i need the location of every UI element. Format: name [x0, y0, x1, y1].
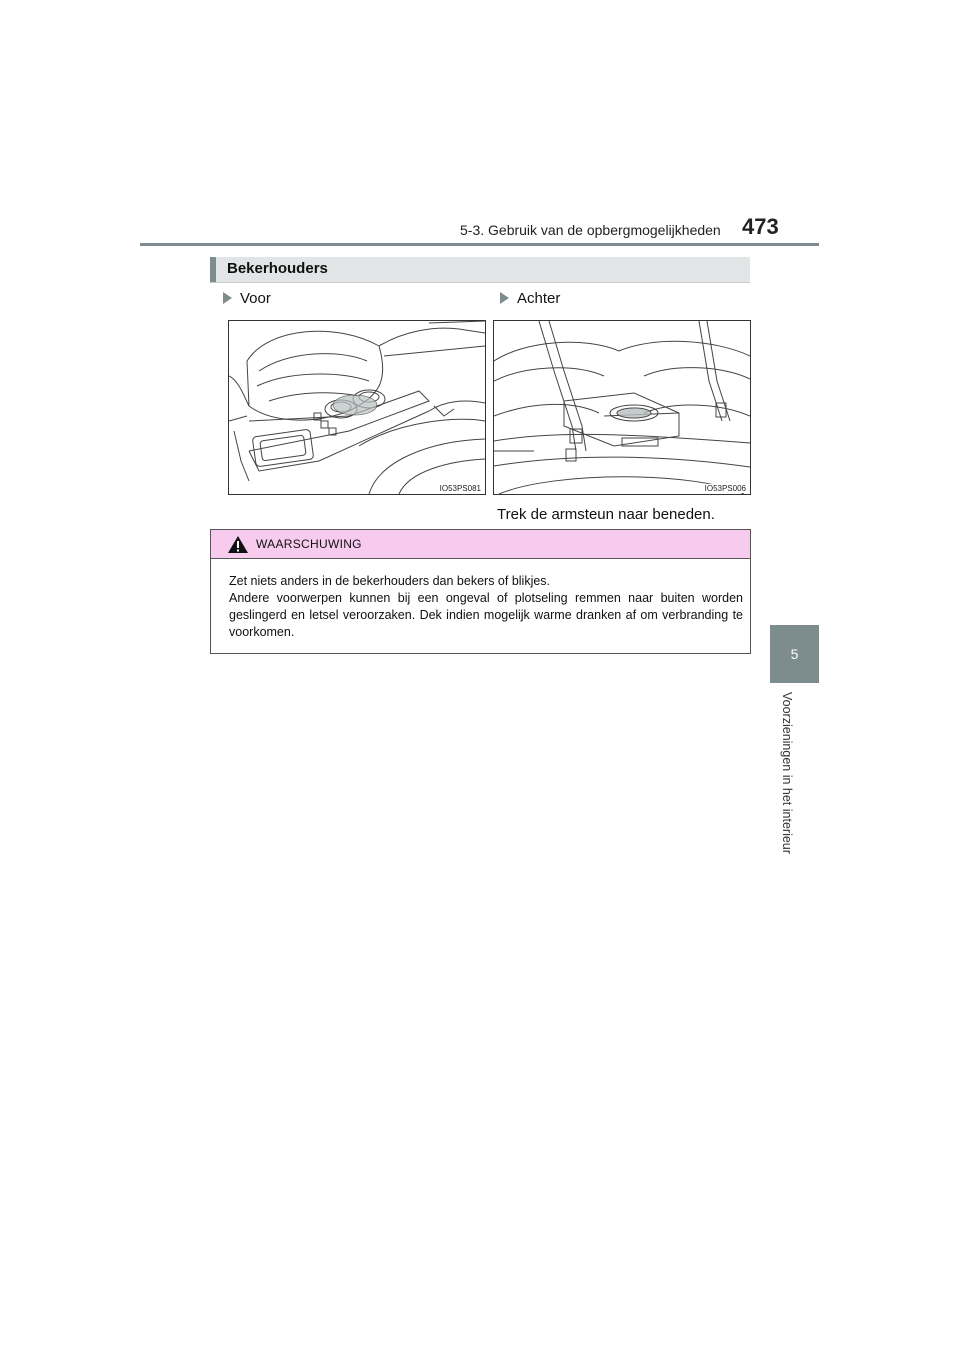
header-divider: [140, 243, 819, 246]
triangle-bullet-icon: [500, 292, 509, 304]
subheading-front: [223, 290, 271, 307]
warning-triangle-icon: [227, 535, 249, 554]
figure-rear-cupholders: [493, 320, 751, 495]
rear-armrest-illustration: [494, 321, 750, 494]
subheading-rear-label: Achter: [517, 290, 561, 307]
chapter-number: 5: [790, 646, 799, 662]
chapter-label-text: Voorzieningen in het interieur: [780, 692, 794, 854]
figure-front-cupholders: [228, 320, 486, 495]
figure-code-rear: IO53PS006: [704, 484, 746, 493]
subheading-rear: [500, 290, 560, 307]
section-accent: [210, 257, 216, 282]
warning-header: [211, 530, 750, 559]
section-heading: [210, 257, 750, 283]
section-title: Bekerhouders: [227, 260, 328, 277]
warning-label: WAARSCHUWING: [256, 537, 362, 551]
warning-body: [229, 573, 743, 641]
chapter-tab: [770, 625, 819, 683]
chapter-side-label: [780, 692, 814, 892]
running-header-section: 5-3. Gebruik van de opbergmogelijkheden: [460, 222, 721, 238]
warning-line: Andere voorwerpen kunnen bij een ongeval of plotseling remmen naar buiten worden geslingerd en letsel veroorzaken. Dek indien mogelijk warme dranken af om verbranding te voorkomen.: [229, 591, 743, 639]
figure-code-front: IO53PS081: [439, 484, 481, 493]
triangle-bullet-icon: [223, 292, 232, 304]
page-number: 473: [742, 214, 779, 239]
warning-box: [210, 529, 751, 654]
rear-figure-caption: Trek de armsteun naar beneden.: [497, 506, 715, 523]
subheading-front-label: Voor: [240, 290, 271, 307]
front-console-illustration: [229, 321, 485, 494]
warning-line: Zet niets anders in de bekerhouders dan bekers of blikjes.: [229, 574, 551, 588]
